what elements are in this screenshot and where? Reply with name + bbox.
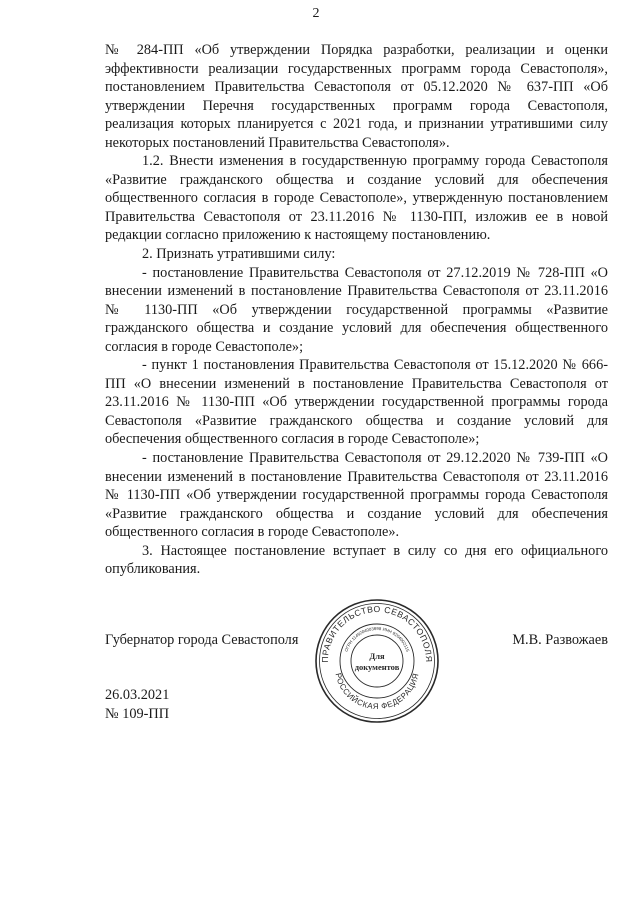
seal-center-line-2: документов (354, 662, 400, 672)
repealed-item-2: - пункт 1 постановления Правительства Севастополя от 15.12.2020 № 666-ПП «О внесении изменений в постановление Правительства Севастополя от 23.11.2016 № 1130-ПП «Об утверждении государственной программы города Севастополя «Развитие гражданского общества и создание условий для обеспечения общественного согласия в городе Севастополе»; (105, 357, 608, 448)
repealed-item-3: - постановление Правительства Севастополя от 29.12.2020 № 739-ПП «О внесении изменений в постановление Правительства Севастополя от 23.11.2016 № 1130-ПП «Об утверждении государственной программы города Севастополя «Развитие гражданского общества и создание условий для обеспечения общественного согласия в городе Севастополе». (105, 450, 608, 541)
document-body (105, 41, 608, 579)
document-requisites (105, 686, 169, 723)
seal-outer-text: ПРАВИТЕЛЬСТВО СЕВАСТОПОЛЯ (319, 604, 435, 663)
svg-text:РОССИЙСКАЯ ФЕДЕРАЦИЯ (334, 672, 421, 711)
document-date: 26.03.2021 (105, 687, 170, 703)
paragraph-item-2: 2. Признать утратившими силу: (142, 246, 336, 263)
page-number: 2 (312, 6, 320, 21)
paragraph-item-1-2: 1.2. Внести изменения в государственную программу города Севастополя «Развитие гражданского общества и создание условий для обеспечения общественного согласия в городе Севастополе», утвержденную постановлением Правительства Севастополя от 23.11.2016 № 1130-ПП, изложив ее в новой редакции согласно приложению к настоящему постановлению. (105, 153, 608, 244)
seal-center-line-1: Для (369, 651, 385, 661)
signatory-name: М.В. Развожаев (512, 632, 608, 648)
seal-graphic (313, 597, 441, 725)
seal-bottom-text: РОССИЙСКАЯ ФЕДЕРАЦИЯ (333, 672, 421, 712)
paragraph-continuation: № 284-ПП «Об утверждении Порядка разработки, реализации и оценки эффективности реализации государственных программ города Севастополя», постановлением Правительства Севастополя от 05.12.2020 № 637-ПП «Об утверждении Перечня государственных программ города Севастополя, реализация которых планируется с 2021 года, и признании утратившими силу некоторых постановлений Правительства Севастополя». (105, 42, 608, 151)
repealed-item-1: - постановление Правительства Севастополя от 27.12.2019 № 728-ПП «О внесении изменений в постановление Правительства Севастополя от 23.11.2016 № 1130-ПП «Об утверждении государственной программы «Развитие гражданского общества и создание условий для обеспечения общественного согласия в городе Севастополе»; (105, 264, 608, 355)
document-number: № 109-ПП (105, 705, 170, 722)
signatory-position: Губернатор города Севастополя (105, 632, 299, 648)
official-seal (313, 597, 441, 725)
paragraph-item-3: 3. Настоящее постановление вступает в силу со дня его официального опубликования. (105, 542, 608, 578)
seal-inner-text: ОГРН 1149204003698 ИНН 9204002115 (343, 625, 411, 653)
